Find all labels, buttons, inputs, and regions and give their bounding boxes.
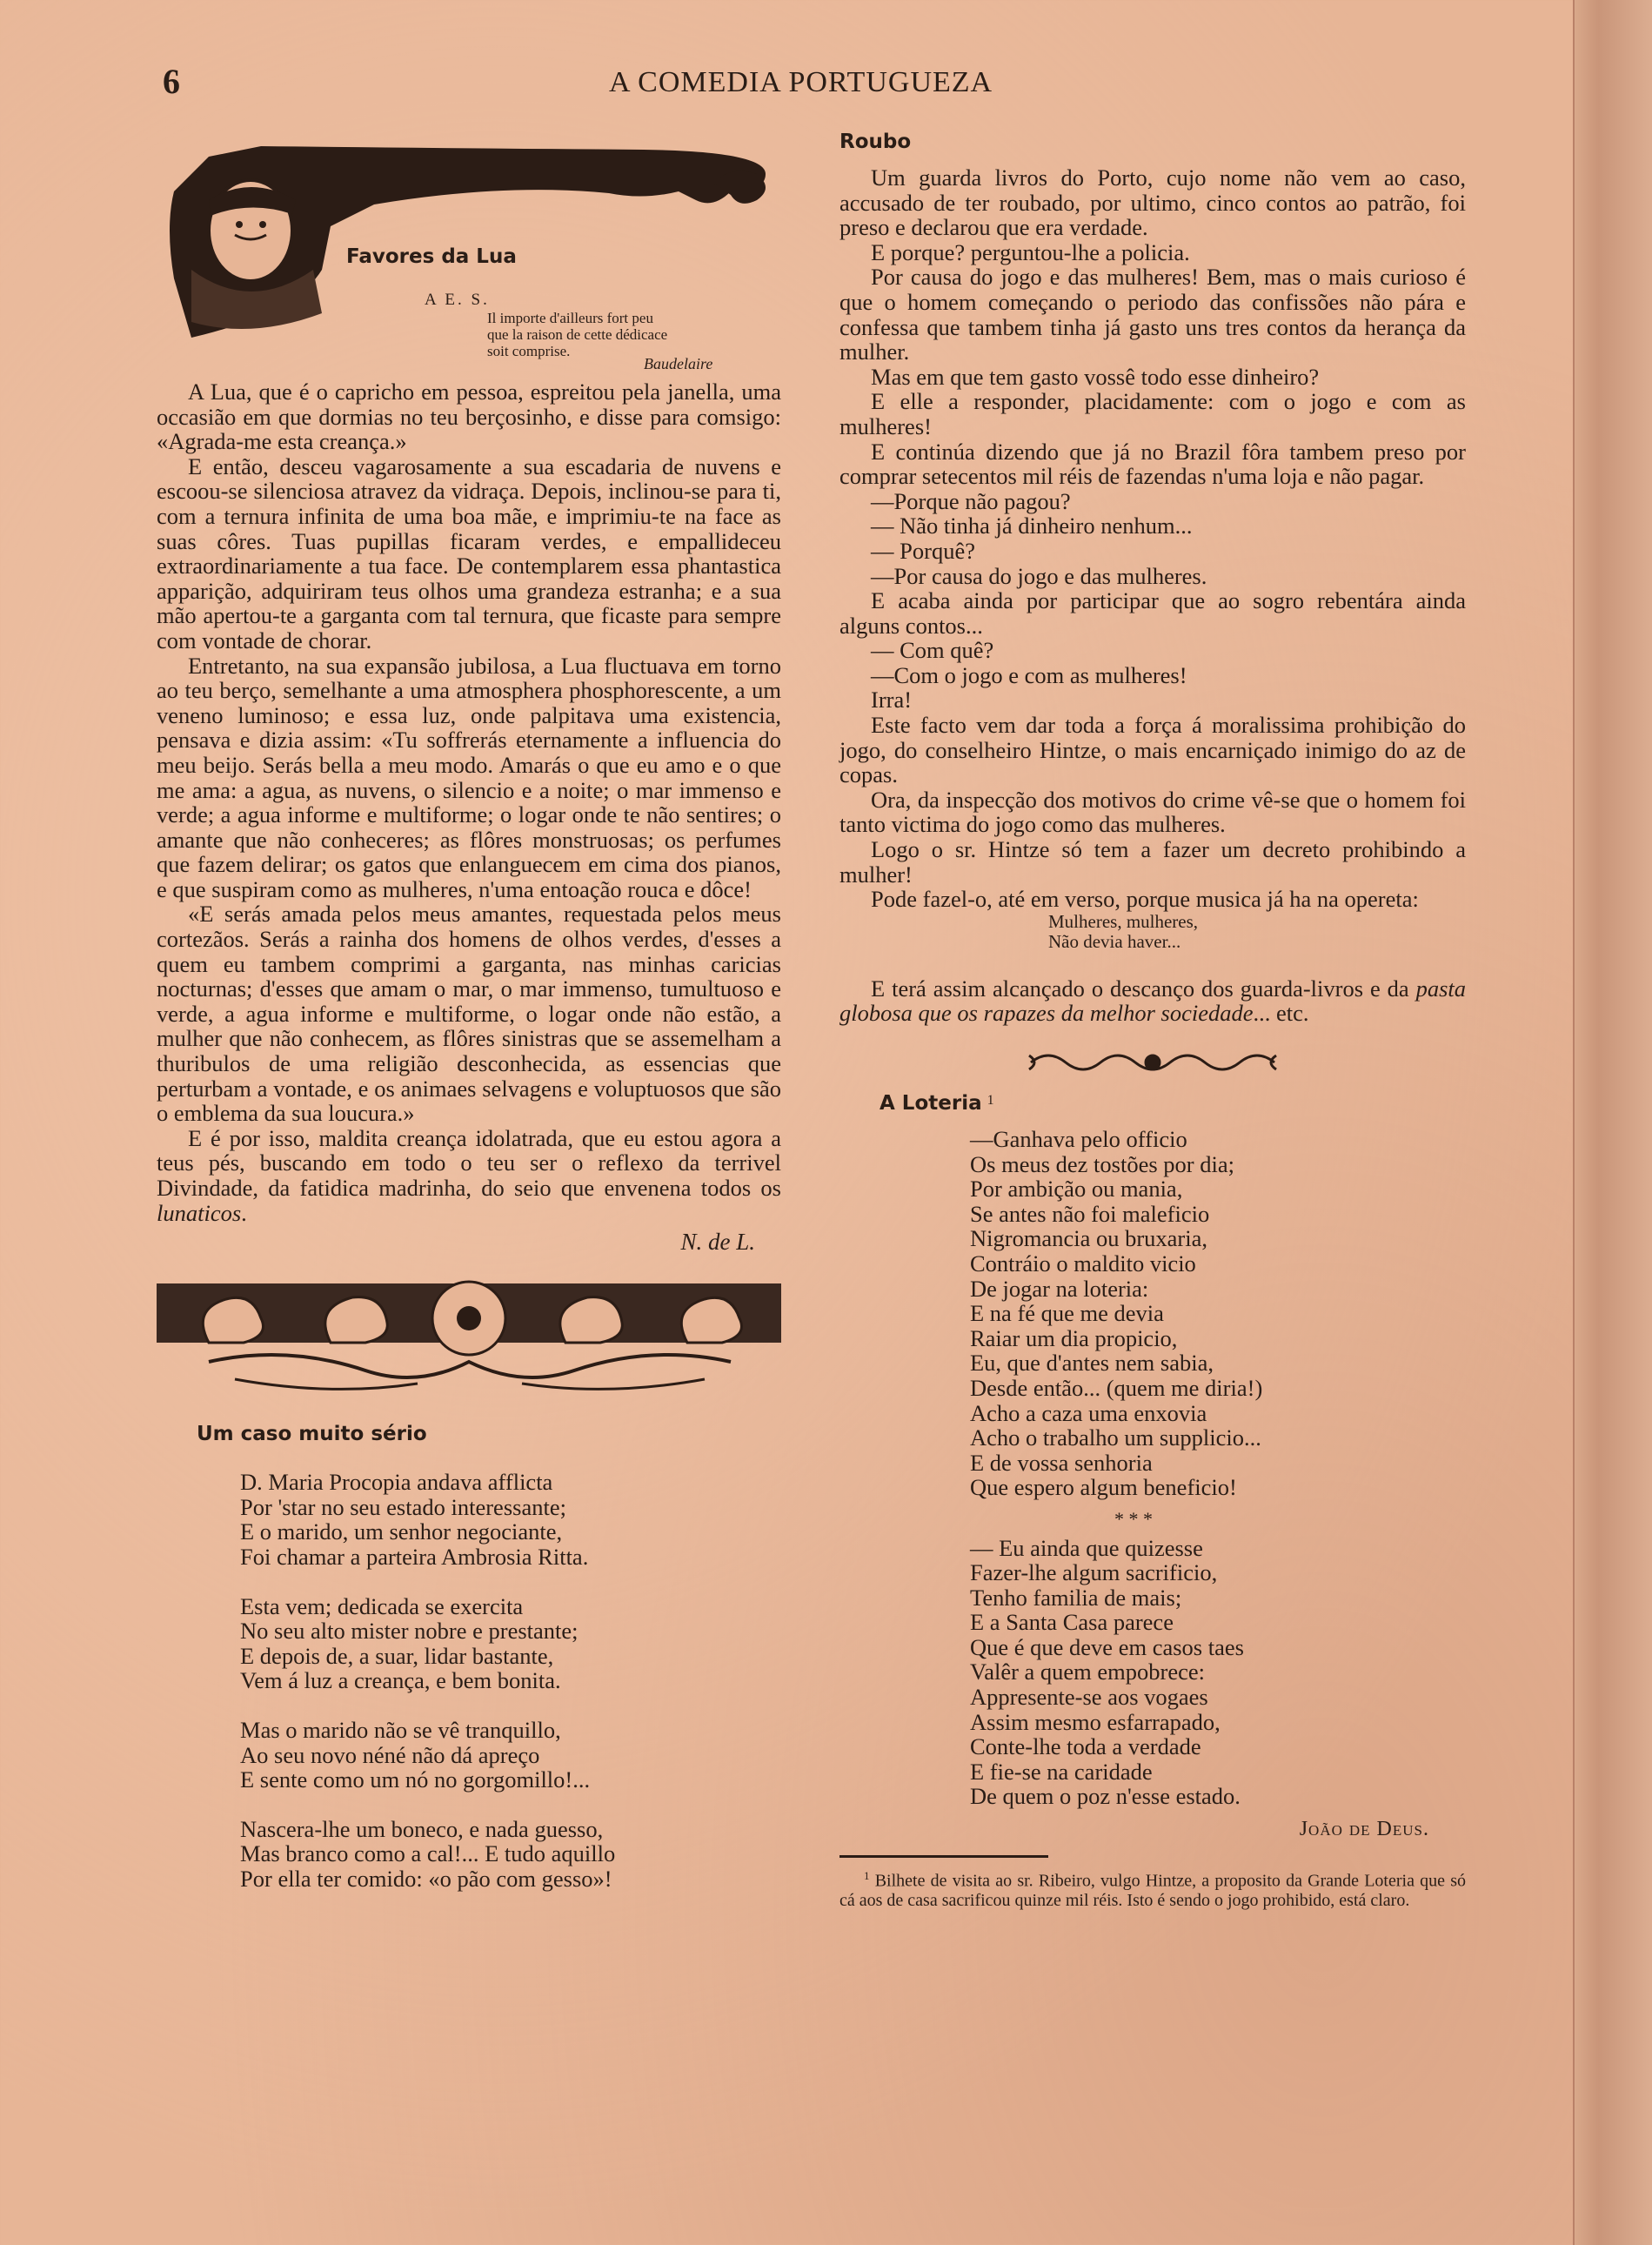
caso-poem: [240, 1470, 781, 1891]
paragraph: Um guarda livros do Porto, cujo nome não vem ao caso, accusado de ter roubado, por ultimo, cinco contos ao patrão, foi preso e declarou que era verdade.: [839, 164, 1466, 241]
verse-line: Nascera-lhe um boneco, e nada guesso,: [240, 1815, 604, 1842]
loteria-signature: João de Deus.: [1299, 1818, 1429, 1841]
verse-line: Por ella ter comido: «o pão com gesso»!: [240, 1865, 612, 1892]
paragraph: Mas em que tem gasto vossê todo esse dinheiro?: [871, 363, 1320, 390]
paragraph: Por causa do jogo e das mulheres! Bem, mas o mais curioso é que o homem começando o periodo das confissões não pára e confessa que tambem tinha já gasto uns tres contos da herança da mulher.: [839, 264, 1466, 365]
epigraph-line: Il importe d'ailleurs fort peu: [487, 310, 653, 326]
stanza: [240, 1594, 781, 1693]
paragraph: — Porquê?: [871, 537, 975, 564]
verse-line: Os meus dez tostões por dia;: [970, 1150, 1234, 1177]
verse-line: De jogar na loteria:: [970, 1275, 1149, 1302]
verse-line: Foi chamar a parteira Ambrosia Ritta.: [240, 1543, 589, 1570]
verse-line: E o marido, um senhor negociante,: [240, 1518, 563, 1545]
roubo-body: [839, 165, 1466, 1026]
paragraph: —Por causa do jogo e das mulheres.: [871, 562, 1207, 589]
verse-line: Acho a caza uma enxovia: [970, 1399, 1207, 1426]
paragraph: Entretanto, na sua expansão jubilosa, a Lua fluctuava em torno ao teu berço, semelhante a uma atmosphera phosphorescente, a um veneno luminoso; e essa luz, onde palpitava uma existencia, pensava e dizia assim: «Tu soffrerás eternamente a influencia do meu beijo. Serás bella a meu modo. Amarás o que eu amo e o que me ama: a agua, as nuvens, o silencio e a noite; o mar immenso e verde; a agua informe e multiforme; o logar onde te não sentires; o amante que não conheceres; as flôres monstruosas; os perfumes que fazem delirar; os gatos que enlanguecem em cima dos pianos, e que suspiram como as mulheres, n'uma entoação rouca e dôce!: [157, 652, 781, 902]
verse-line: D. Maria Procopia andava afflicta: [240, 1469, 553, 1496]
verse-line: Raiar um dia propicio,: [970, 1324, 1178, 1351]
verse-line: — Eu ainda que quizesse: [970, 1534, 1203, 1561]
text-span: E terá assim alcançado o descanço dos guarda-livros e da: [871, 975, 1416, 1002]
paragraph: Este facto vem dar toda a força á moralissima prohibição do jogo, do conselheiro Hintze, o mais encarniçado inimigo do az de copas.: [839, 712, 1466, 788]
left-column: [157, 139, 781, 1916]
verse-line: Vem á luz a creança, e bem bonita.: [240, 1667, 561, 1694]
paragraph: E porque? perguntou-lhe a policia.: [871, 238, 1190, 265]
verse-line: Se antes não foi maleficio: [970, 1200, 1210, 1227]
paragraph: [157, 1126, 781, 1225]
paragraph: E acaba ainda por participar que ao sogro rebentára ainda alguns contos...: [839, 587, 1466, 639]
italic-text: lunaticos: [157, 1199, 242, 1226]
caso-title: Um caso muito sério: [197, 1423, 427, 1446]
favores-body: [157, 379, 781, 1256]
footnote-text: Bilhete de visita ao sr. Ribeiro, vulgo Hintze, a proposito da Grande Loteria que só cá aos de casa sacrificou quinze mil réis. Isto é sendo o jogo prohibido, está claro.: [839, 1871, 1467, 1910]
verse-line: E fie-se na caridade: [970, 1758, 1153, 1785]
paragraph: E então, desceu vagarosamente a sua escadaria de nuvens e escoou-se silenciosa atravez da vidraça. Depois, inclinou-se para ti, com a ternura infinita de uma boa mãe, e imprimiu-te na face as suas côres. Tuas pupillas ficaram verdes, e empallideceu extraordinariamente a tua face. De contemplarem essa phantastica apparição, adquiriram teus olhos uma grandeza estranha; e a sua mão apertou-te a garganta com tal ternura, que ficaste para sempre com vontade de chorar.: [157, 452, 781, 653]
paragraph: —Com o jogo e com as mulheres!: [871, 661, 1187, 688]
verse-line: E a Santa Casa parece: [970, 1609, 1174, 1636]
footnote-number: 1: [864, 1869, 870, 1883]
stanza: [240, 1817, 781, 1892]
paragraph: «E serás amada pelos meus amantes, requestada pelos meus cortezãos. Serás a rainha dos homens de olhos verdes, d'esses a quem eu tambem comprimi a garganta, nas minhas caricias nocturnas; d'esses que amam o mar, o mar immenso, tumultuoso e verde, a agua informe e multiforme, o logar onde não estão, a mulher que não conhecem, as flôres sinistras que se assemelham a thuribulos de uma religião desconhecida, as essencias que perturbam a vontade, e os animaes selvagens e voluptuosos que são o emblema da sua loucura.»: [157, 901, 781, 1127]
floral-ornament: [157, 1275, 781, 1405]
verse-line: Esta vem; dedicada se exercita: [240, 1592, 524, 1619]
footnote-rule: [839, 1855, 1048, 1858]
paragraph: Logo o sr. Hintze só tem a fazer um decreto prohibindo a mulher!: [839, 836, 1466, 888]
verse-line: E na fé que me devia: [970, 1300, 1164, 1327]
epigraph-line: que la raison de cette dédicace: [487, 326, 668, 343]
favores-dedication: A E. S.: [425, 291, 490, 309]
paragraph: —Porque não pagou?: [871, 487, 1071, 514]
epigraph-author: Baudelaire: [644, 355, 713, 372]
paragraph: Ora, da inspecção dos motivos do crime vê-se que o homem foi tanto victima do jogo como das mulheres.: [839, 786, 1466, 838]
footnote: [839, 1866, 1466, 1910]
epigraph-line: soit comprise.: [487, 343, 571, 359]
verse-line: Valêr a quem empobrece:: [970, 1659, 1206, 1685]
verse-line: Mas o marido não se vê tranquillo,: [240, 1716, 561, 1743]
verse-line: Nigromancia ou bruxaria,: [970, 1225, 1207, 1252]
verse-line: Contráio o maldito vicio: [970, 1250, 1196, 1277]
verse-line: Mas branco como a cal!... E tudo aquillo: [240, 1840, 616, 1867]
paragraph: — Com quê?: [871, 637, 994, 664]
roubo-title: Roubo: [839, 131, 912, 153]
loteria-heading: [880, 1092, 1466, 1115]
favores-header-vignette: [157, 139, 781, 372]
favores-title: Favores da Lua: [346, 245, 517, 268]
verse-line: Que é que deve em casos taes: [970, 1633, 1244, 1660]
verse-line: Desde então... (quem me diria!): [970, 1374, 1263, 1401]
paragraph: E continúa dizendo que já no Brazil fôra tambem preso por comprar setecentos mil réis de fazendas n'uma loja e não pagar.: [839, 438, 1466, 490]
verse-line: E depois de, a suar, lidar bastante,: [240, 1642, 554, 1669]
stanza: [240, 1470, 781, 1569]
verse-line: —Ganhava pelo officio: [970, 1126, 1187, 1152]
paragraph: Pode fazel-o, até em verso, porque musica já ha na opereta:: [871, 886, 1419, 913]
stanza-separator: * * *: [1114, 1507, 1153, 1530]
verse-line: Conte-lhe toda a verdade: [970, 1733, 1201, 1760]
favores-signature: N. de L.: [680, 1229, 755, 1256]
italic-text: pasta globosa que os rapazes da melhor sociedade: [839, 975, 1466, 1027]
verse-line: Eu, que d'antes nem sabia,: [970, 1350, 1214, 1377]
running-head: A COMEDIA PORTUGUEZA: [609, 66, 993, 98]
right-column: [839, 131, 1466, 1910]
text-span: E é por isso, maldita creança idolatrada, que eu estou agora a teus pés, buscando em todo o teu ser o reflexo da terrivel Divindade, da fatidica madrinha, do seio que envenena todos os: [157, 1124, 781, 1201]
verse-line: Por ambição ou mania,: [970, 1176, 1183, 1203]
verse-line: Acho o trabalho um supplicio...: [970, 1424, 1261, 1451]
quote-line: Não devia haver...: [1048, 930, 1181, 952]
paragraph: [839, 976, 1466, 1026]
verse-line: Assim mesmo esfarrapado,: [970, 1708, 1221, 1735]
verse-line: Ao seu novo néné não dá apreço: [240, 1741, 540, 1768]
verse-line: E sente como um nó no gorgomillo!...: [240, 1766, 591, 1793]
paragraph: A Lua, que é o capricho em pessoa, espreitou pela janella, uma occasião em que dormias no teu berçosinho, e disse para comsigo: «Agrada-me esta creança.»: [157, 379, 781, 455]
paragraph: E elle a responder, placidamente: com o jogo e com as mulheres!: [839, 388, 1466, 439]
page-number: 6: [163, 62, 180, 101]
loteria-title: A Loteria: [880, 1092, 982, 1115]
page-edge: [1573, 0, 1652, 2245]
paragraph: — Não tinha já dinheiro nenhum...: [871, 513, 1193, 539]
verse-line: No seu alto mister nobre e prestante;: [240, 1618, 579, 1645]
verse-line: Tenho familia de mais;: [970, 1584, 1182, 1611]
verse-line: Appresente-se aos vogaes: [970, 1684, 1208, 1711]
opereta-quote: [1048, 912, 1466, 952]
text-span: ... etc.: [1253, 1000, 1309, 1027]
stanza: [240, 1718, 781, 1793]
verse-line: Fazer-lhe algum sacrificio,: [970, 1559, 1218, 1586]
quote-line: Mulheres, mulheres,: [1048, 910, 1199, 932]
verse-line: Que espero algum beneficio!: [970, 1474, 1237, 1501]
footnote-marker: 1: [987, 1092, 994, 1108]
scroll-ornament: [839, 1045, 1466, 1080]
verse-line: Por 'star no seu estado interessante;: [240, 1493, 566, 1520]
text-span: .: [241, 1199, 247, 1226]
loteria-poem: [970, 1127, 1466, 1809]
paragraph: Irra!: [871, 687, 913, 714]
favores-epigraph: [487, 310, 748, 359]
verse-line: De quem o poz n'esse estado.: [970, 1783, 1241, 1810]
verse-line: E de vossa senhoria: [970, 1449, 1153, 1476]
